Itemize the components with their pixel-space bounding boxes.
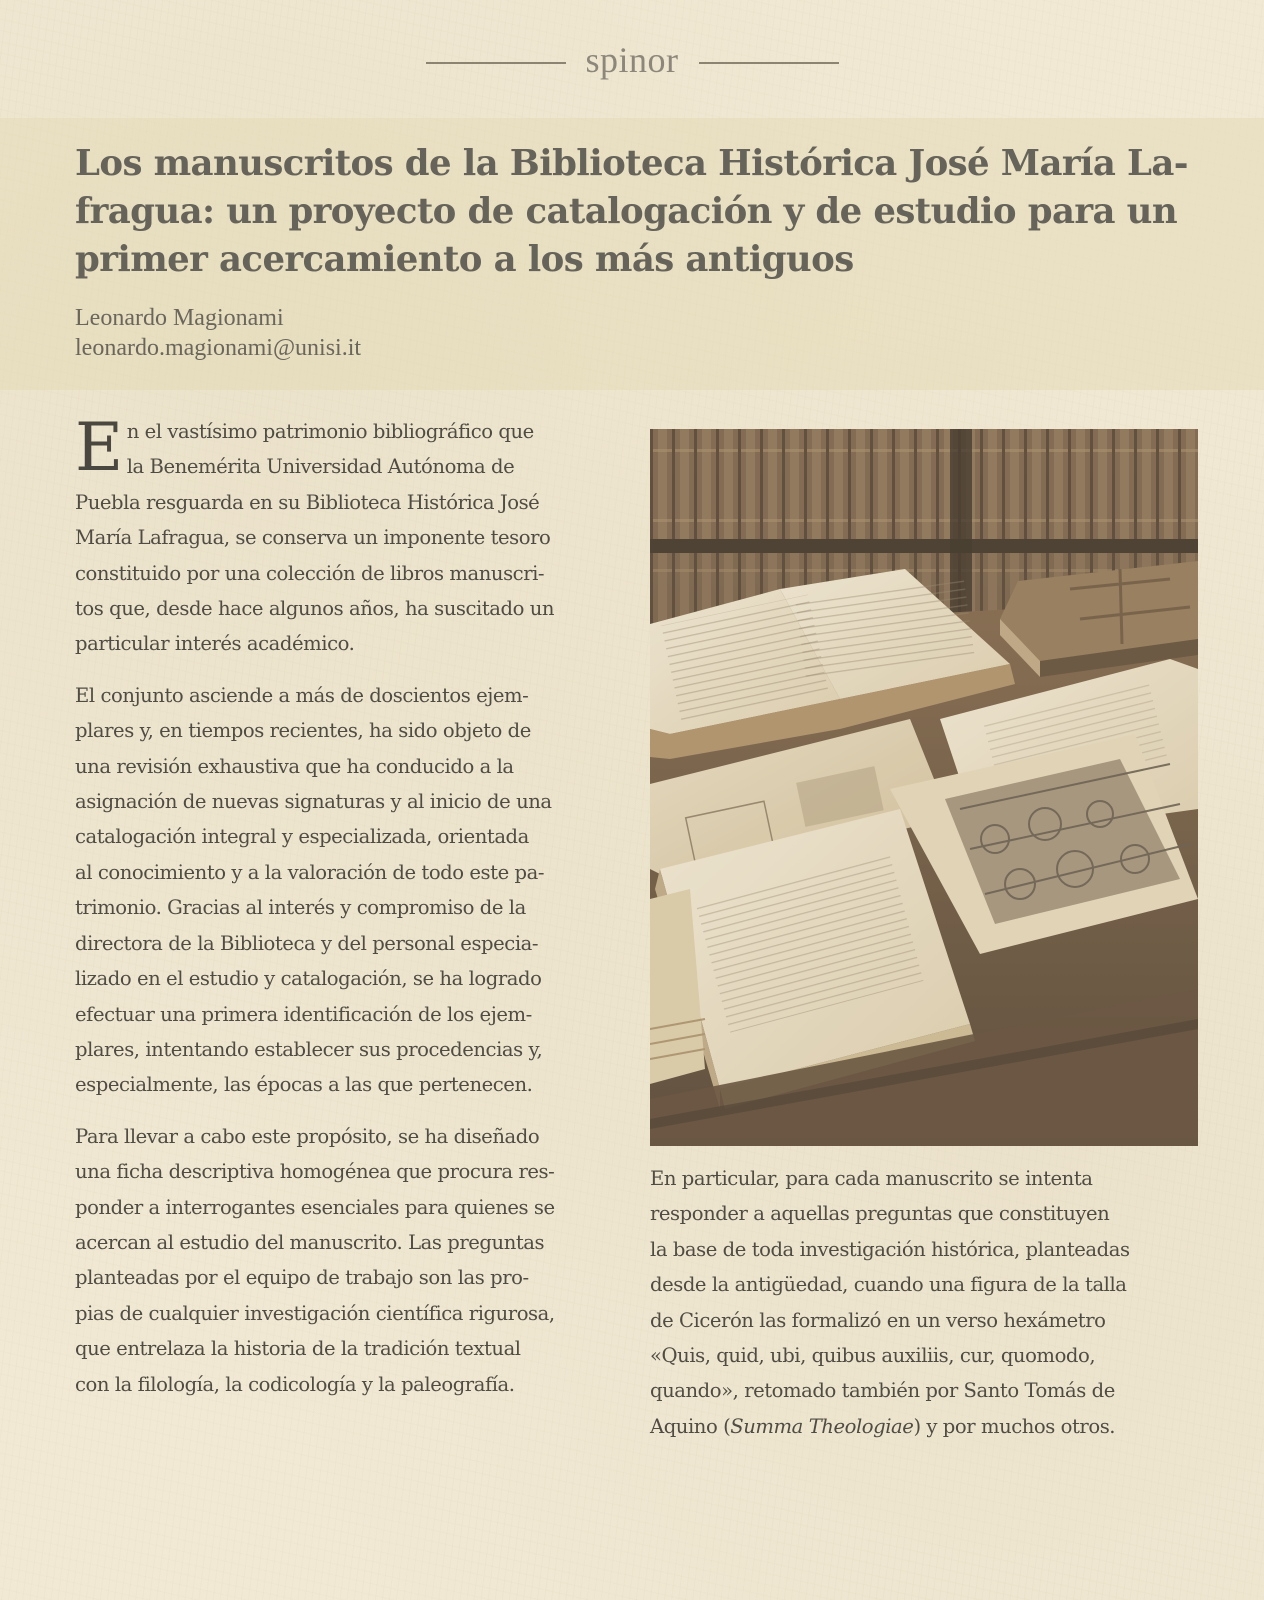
text-line: particular interés académico. xyxy=(75,632,355,656)
text-line: constituido por una colección de libros manuscri- xyxy=(75,561,545,585)
author-email: leonardo.magionami@unisi.it xyxy=(75,335,362,361)
text-line: tos que, desde hace algunos años, ha suscitado un xyxy=(75,597,555,621)
text-line: catalogación integral y especializada, orientada xyxy=(75,825,529,849)
text-fragment: Aquino ( xyxy=(650,1414,731,1438)
text-line: n el vastísimo patrimonio bibliográfico que xyxy=(126,420,534,443)
body-column-left xyxy=(75,409,623,1418)
masthead-rule-left xyxy=(426,62,566,64)
paragraph-3 xyxy=(75,1119,623,1402)
text-line: lizado en el estudio y catalogación, se ha logrado xyxy=(75,967,542,991)
text-line: planteadas por el equipo de trabajo son las pro- xyxy=(75,1266,529,1290)
masthead-rule-right xyxy=(699,62,839,64)
manuscripts-photo xyxy=(650,429,1198,1146)
text-line: de Cicerón las formalizó en un verso hexámetro xyxy=(650,1308,1106,1332)
masthead xyxy=(0,38,1264,88)
text-fragment: ) y por muchos otros. xyxy=(913,1414,1116,1438)
drop-cap: E xyxy=(75,409,123,486)
title-line: Los manuscritos de la Biblioteca Histórica José María La- xyxy=(75,143,1188,184)
author-name: Leonardo Magionami xyxy=(75,305,284,331)
text-line: plares y, en tiempos recientes, ha sido objeto de xyxy=(75,719,531,743)
text-line: con la filología, la codicología y la paleografía. xyxy=(75,1372,515,1396)
work-title-italic: Summa Theologiae xyxy=(730,1414,914,1438)
text-line: El conjunto asciende a más de doscientos ejem- xyxy=(75,683,529,707)
title-line: fragua: un proyecto de catalogación y de estudio para un xyxy=(75,191,1178,232)
text-line: una ficha descriptiva homogénea que procura res- xyxy=(75,1160,555,1184)
text-line: ponder a interrogantes esenciales para quienes se xyxy=(75,1195,555,1219)
text-line: En particular, para cada manuscrito se intenta xyxy=(650,1167,1093,1190)
text-line: la Benemérita Universidad Autónoma de xyxy=(126,455,515,479)
text-line: Para llevar a cabo este propósito, se ha diseñado xyxy=(75,1124,540,1148)
article-title xyxy=(75,140,1188,284)
text-line: efectuar una primera identificación de los ejem- xyxy=(75,1002,532,1026)
text-line: plares, intentando establecer sus procedencias y, xyxy=(75,1037,543,1061)
paragraph-2 xyxy=(75,678,623,1103)
text-line: directora de la Biblioteca y del personal especia- xyxy=(75,931,539,955)
body-column-right xyxy=(650,1161,1210,1444)
text-line: María Lafragua, se conserva un imponente tesoro xyxy=(75,526,551,550)
text-line: que entrelaza la historia de la tradición textual xyxy=(75,1337,521,1361)
text-line: quando», retomado también por Santo Tomás de xyxy=(650,1379,1115,1403)
text-line: especialmente, las épocas a las que pertenecen. xyxy=(75,1073,533,1097)
text-line: al conocimiento y a la valoración de todo este pa- xyxy=(75,860,544,884)
title-line: primer acercamiento a los más antiguos xyxy=(75,239,854,280)
text-line: «Quis, quid, ubi, quibus auxiliis, cur, quomodo, xyxy=(650,1344,1096,1368)
paragraph-4 xyxy=(650,1161,1210,1444)
text-line: trimonio. Gracias al interés y compromiso de la xyxy=(75,896,526,920)
text-line: acercan al estudio del manuscrito. Las preguntas xyxy=(75,1230,545,1254)
text-line: pias de cualquier investigación científica rigurosa, xyxy=(75,1301,555,1325)
text-line: la base de toda investigación histórica, planteadas xyxy=(650,1237,1130,1261)
brand-logo: spinor xyxy=(585,40,679,80)
text-line: Puebla resguarda en su Biblioteca Histórica José xyxy=(75,490,540,514)
text-line: desde la antigüedad, cuando una figura de la talla xyxy=(650,1273,1127,1297)
text-line: responder a aquellas preguntas que constituyen xyxy=(650,1202,1110,1226)
paragraph-1 xyxy=(75,409,623,662)
text-line: asignación de nuevas signaturas y al inicio de una xyxy=(75,790,552,814)
text-line: una revisión exhaustiva que ha conducido a la xyxy=(75,754,514,778)
text-line-last xyxy=(650,1409,1210,1444)
author-block xyxy=(75,303,361,363)
